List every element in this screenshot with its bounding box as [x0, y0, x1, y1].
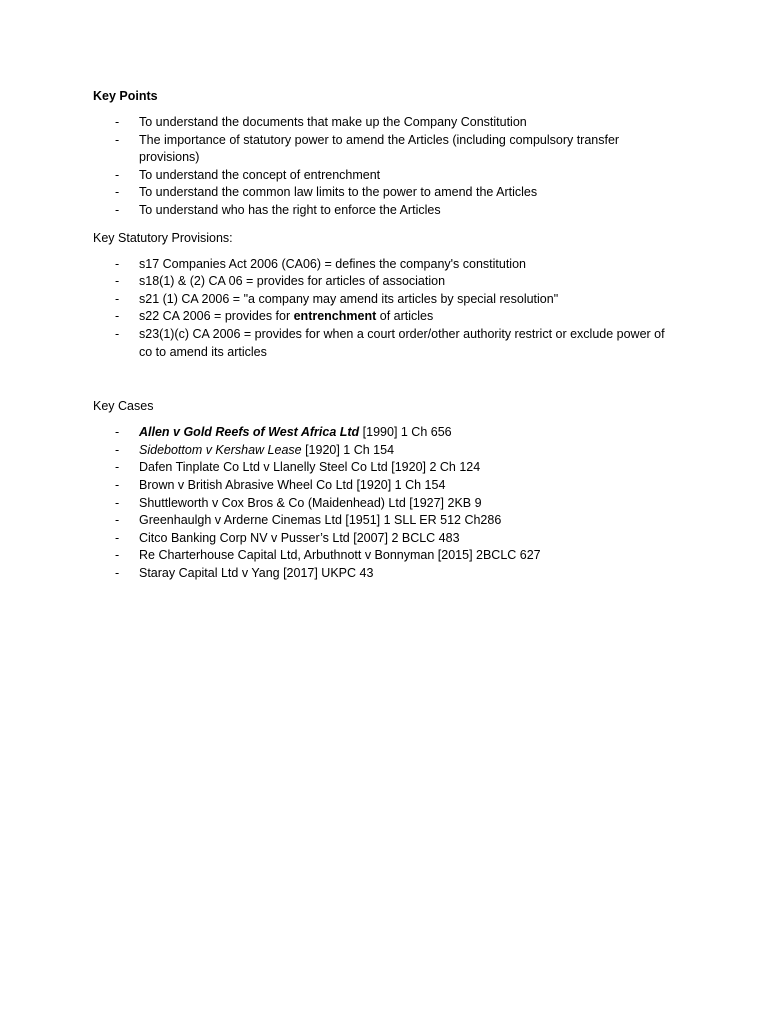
spacer: [93, 220, 673, 229]
dash-bullet-icon: -: [115, 167, 120, 182]
case-name: Re Charterhouse Capital Ltd, Arbuthnott v Bonnyman [2015] 2BCLC 627: [139, 548, 541, 563]
list-item: [93, 291, 673, 309]
list-item: [93, 512, 673, 530]
dash-bullet-icon: -: [115, 477, 120, 492]
list-item: [93, 477, 673, 495]
list-item: [93, 256, 673, 274]
case-name: Shuttleworth v Cox Bros & Co (Maidenhead) Ltd [1927] 2KB 9: [139, 495, 482, 510]
list-item: [93, 308, 673, 326]
list-item: [93, 184, 673, 202]
provision-text: s21 (1) CA 2006 = "a company may amend its articles by special resolution": [139, 291, 559, 306]
dash-bullet-icon: -: [115, 291, 120, 306]
list-item: [93, 459, 673, 477]
dash-bullet-icon: -: [115, 202, 120, 217]
list-item: [93, 424, 673, 442]
dash-bullet-icon: -: [115, 132, 120, 147]
list-item: [93, 530, 673, 548]
list-item: [93, 442, 673, 460]
dash-bullet-icon: -: [115, 530, 120, 545]
entrenchment-emphasis: entrenchment: [293, 309, 377, 324]
list-item: [93, 202, 673, 220]
list-item: [93, 167, 673, 185]
list-item: [93, 114, 673, 132]
provision-text: s17 Companies Act 2006 (CA06) = defines the company's constitution: [139, 256, 526, 271]
list-item: [93, 565, 673, 583]
key-points-list: [93, 114, 673, 220]
dash-bullet-icon: -: [115, 309, 120, 324]
list-item: [93, 132, 673, 167]
case-name: Greenhaulgh v Arderne Cinemas Ltd [1951] 1 SLL ER 512 Ch286: [139, 513, 502, 528]
list-item: [93, 273, 673, 291]
spacer: [93, 361, 673, 397]
dash-bullet-icon: -: [115, 185, 120, 200]
provision-text: s18(1) & (2) CA 06 = provides for articles of association: [139, 274, 446, 289]
list-item: [93, 547, 673, 565]
key-cases-list: [93, 424, 673, 582]
provision-text: s23(1)(c) CA 2006 = provides for when a court order/other authority restrict or exclude power of co to amend its articles: [139, 326, 665, 359]
case-citation: [1990] 1 Ch 656: [359, 425, 452, 440]
key-point-text: The importance of statutory power to amend the Articles (including compulsory transfer provisions): [139, 132, 620, 165]
list-item: [93, 495, 673, 513]
provision-text: s22 CA 2006 = provides for: [139, 309, 294, 324]
dash-bullet-icon: -: [115, 495, 120, 510]
dash-bullet-icon: -: [115, 115, 120, 129]
case-name: Dafen Tinplate Co Ltd v Llanelly Steel Co Ltd [1920] 2 Ch 124: [139, 460, 481, 475]
key-point-text: To understand the common law limits to the power to amend the Articles: [139, 185, 538, 200]
dash-bullet-icon: -: [115, 256, 120, 271]
case-citation: [1920] 1 Ch 154: [301, 442, 395, 457]
key-cases-heading: Key Cases: [93, 399, 154, 414]
case-name: Allen v Gold Reefs of West Africa Ltd: [139, 425, 360, 440]
case-name: Staray Capital Ltd v Yang [2017] UKPC 43: [139, 565, 374, 580]
dash-bullet-icon: -: [115, 548, 120, 563]
dash-bullet-icon: -: [115, 460, 120, 475]
document-page: [93, 87, 673, 582]
key-point-text: To understand the concept of entrenchment: [139, 167, 381, 182]
key-point-text: To understand who has the right to enforce the Articles: [139, 202, 441, 217]
case-name: Brown v British Abrasive Wheel Co Ltd [1920] 1 Ch 154: [139, 477, 446, 492]
statutory-provisions-heading: Key Statutory Provisions:: [93, 230, 233, 245]
provision-text-tail: of articles: [376, 309, 434, 324]
statutory-provisions-list: [93, 256, 673, 362]
dash-bullet-icon: -: [115, 565, 120, 580]
case-name: Citco Banking Corp NV v Pusser’s Ltd [2007] 2 BCLC 483: [139, 530, 460, 545]
key-points-heading: Key Points: [93, 89, 158, 103]
dash-bullet-icon: -: [115, 513, 120, 528]
dash-bullet-icon: -: [115, 442, 120, 457]
case-name: Sidebottom v Kershaw Lease: [139, 442, 302, 457]
dash-bullet-icon: -: [115, 425, 120, 440]
dash-bullet-icon: -: [115, 326, 120, 341]
list-item: [93, 326, 673, 361]
dash-bullet-icon: -: [115, 274, 120, 289]
key-point-text: To understand the documents that make up the Company Constitution: [139, 115, 527, 129]
